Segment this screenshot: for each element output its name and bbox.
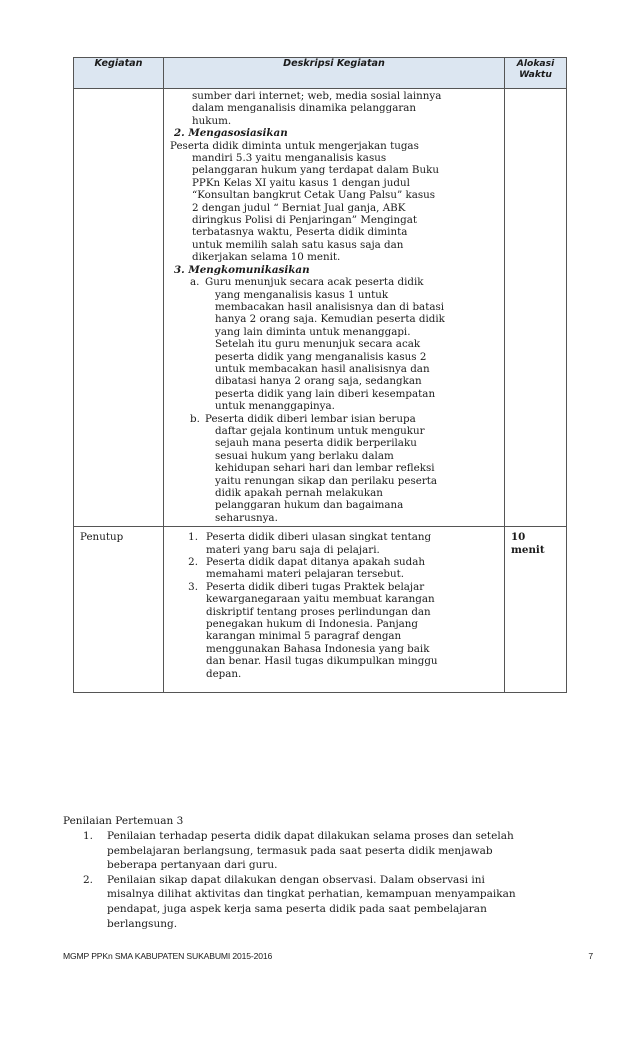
list-item-b — [170, 413, 498, 525]
text-line: membacakan hasil analisisnya dan di batasi — [215, 300, 445, 313]
text-line: yang lain diminta untuk menanggapi. — [215, 325, 411, 338]
text-line: memahami materi pelajaran tersebut. — [206, 568, 405, 581]
text-line: PPKn Kelas XI yaitu kasus 1 dengan judul — [192, 176, 410, 189]
text-line: yaitu renungan sikap dan perilaku peserta — [215, 474, 438, 487]
lesson-activity-table — [73, 57, 567, 693]
item-number: 1. — [83, 830, 94, 842]
text-line: 2 dengan judul “ Berniat Jual ganja, ABK — [192, 201, 406, 214]
list-marker: b. — [190, 412, 200, 425]
assessment-title: Penilaian Pertemuan 3 — [63, 815, 184, 827]
text-line: Penilaian sikap dapat dilakukan dengan observasi. Dalam observasi ini — [107, 873, 485, 886]
text-line: daftar gejala kontinum untuk mengukur — [215, 424, 425, 437]
text-line: diringkus Polisi di Penjaringan” Mengingat — [192, 214, 417, 227]
cell-kegiatan-penutup: Penutup — [74, 527, 164, 693]
section-heading-mengkomunikasikan: 3. Mengkomunikasikan — [174, 263, 310, 276]
assessment-item-1 — [83, 829, 590, 873]
text-line: untuk menanggapinya. — [215, 400, 335, 413]
item-number: 3. — [188, 580, 198, 593]
header-kegiatan: Kegiatan — [74, 58, 164, 89]
section-heading-mengasosiasikan: 2. Mengasosiasikan — [174, 127, 288, 140]
text-line: dibatasi hanya 2 orang saja, sedangkan — [215, 375, 422, 388]
text-line: karangan minimal 5 paragraf dengan — [206, 630, 402, 643]
cell-alokasi-penutup — [505, 527, 567, 693]
text-line: kehidupan sehari hari dan lembar refleksi — [215, 462, 435, 475]
text-line: menggunakan Bahasa Indonesia yang baik — [206, 642, 430, 655]
text-line: dikerjakan selama 10 menit. — [192, 251, 341, 264]
text-line: berlangsung. — [107, 917, 178, 930]
cell-core-description — [164, 89, 505, 527]
text-line: Guru menunjuk secara acak peserta didik — [205, 276, 424, 289]
text-line: dan benar. Hasil tugas dikumpulkan minggu — [206, 655, 438, 668]
text-line: sumber dari internet; web, media sosial lainnya — [192, 90, 442, 102]
table-row-penutup — [74, 527, 567, 693]
assessment-item-2 — [83, 873, 590, 931]
text-line: mandiri 5.3 yaitu menganalisis kasus — [192, 152, 387, 165]
item-number: 1. — [188, 531, 198, 544]
cell-kegiatan-empty — [74, 89, 164, 527]
alokasi-value: 10 — [511, 531, 526, 544]
text-line: Peserta didik diminta untuk mengerjakan tugas — [170, 139, 419, 152]
table-header-row — [74, 58, 567, 89]
closing-item-3 — [170, 581, 498, 680]
cell-alokasi-empty — [505, 89, 567, 527]
section-paragraph-mengasosiasikan — [170, 140, 498, 264]
intro-paragraph — [170, 90, 498, 127]
text-line: Peserta didik diberi lembar isian berupa — [205, 412, 416, 425]
text-line: pendapat, juga aspek kerja sama peserta didik pada saat pembelajaran — [107, 902, 487, 915]
footer-text: MGMP PPKn SMA KABUPATEN SUKABUMI 2015-2016 — [63, 951, 273, 961]
alokasi-unit: menit — [511, 543, 545, 556]
text-line: Penilaian terhadap peserta didik dapat dilakukan selama proses dan setelah — [107, 830, 514, 842]
text-line: peserta didik yang menganalisis kasus 2 — [215, 350, 427, 363]
text-line: hukum. — [192, 114, 232, 127]
text-line: Peserta didik diberi tugas Praktek belajar — [206, 580, 425, 593]
text-line: Setelah itu guru menunjuk secara acak — [215, 338, 421, 351]
text-line: hanya 2 orang saja. Kemudian peserta didik — [215, 313, 445, 326]
item-number: 2. — [83, 873, 94, 886]
text-line: materi yang baru saja di pelajari. — [206, 543, 380, 556]
text-line: pelanggaran hukum dan bagaimana — [215, 499, 404, 512]
text-line: terbatasnya waktu, Peserta didik diminta — [192, 226, 408, 239]
header-alokasi-line1: Alokasi — [516, 58, 555, 69]
text-line: depan. — [206, 667, 242, 680]
text-line: yang menganalisis kasus 1 untuk — [215, 288, 389, 301]
text-line: untuk membacakan hasil analisisnya dan — [215, 362, 430, 375]
text-line: diskriptif tentang proses perlindungan dan — [206, 605, 431, 618]
text-line: kewarganegaraan yaitu membuat karangan — [206, 593, 435, 606]
text-line: Peserta didik diberi ulasan singkat tentang — [206, 531, 432, 544]
cell-penutup-description — [164, 527, 505, 693]
text-line: “Konsultan bangkrut Cetak Uang Palsu” kasus — [192, 189, 436, 202]
text-line: peserta didik yang lain diberi kesempatan — [215, 387, 436, 400]
text-line: dalam menganalisis dinamika pelanggaran — [192, 102, 417, 115]
page-number: 7 — [588, 951, 593, 961]
text-line: penegakan hukum di Indonesia. Panjang — [206, 618, 419, 631]
header-deskripsi: Deskripsi Kegiatan — [164, 58, 505, 89]
header-alokasi — [505, 58, 567, 89]
text-line: pembelajaran berlangsung, termasuk pada saat peserta didik menjawab — [107, 844, 493, 857]
text-line: pelanggaran hukum yang terdapat dalam Buku — [192, 164, 439, 177]
page-footer — [63, 951, 593, 961]
item-number: 2. — [188, 556, 198, 569]
text-line: sesuai hukum yang berlaku dalam — [215, 449, 394, 462]
assessment-list — [83, 829, 590, 931]
text-line: misalnya dilihat aktivitas dan tingkat perhatian, kemampuan menyampaikan — [107, 888, 516, 901]
table-row-core-activity — [74, 89, 567, 527]
text-line: untuk memilih salah satu kasus saja dan — [192, 238, 404, 251]
list-item-a — [170, 276, 498, 412]
text-line: seharusnya. — [215, 511, 278, 524]
text-line: Peserta didik dapat ditanya apakah sudah — [206, 556, 426, 569]
closing-item-1 — [170, 531, 498, 556]
text-line: beberapa pertanyaan dari guru. — [107, 859, 278, 872]
list-marker: a. — [190, 276, 200, 289]
text-line: sejauh mana peserta didik berperilaku — [215, 437, 417, 450]
header-alokasi-line2: Waktu — [519, 69, 552, 80]
text-line: didik apakah pernah melakukan — [215, 487, 383, 499]
closing-item-2 — [170, 556, 498, 581]
